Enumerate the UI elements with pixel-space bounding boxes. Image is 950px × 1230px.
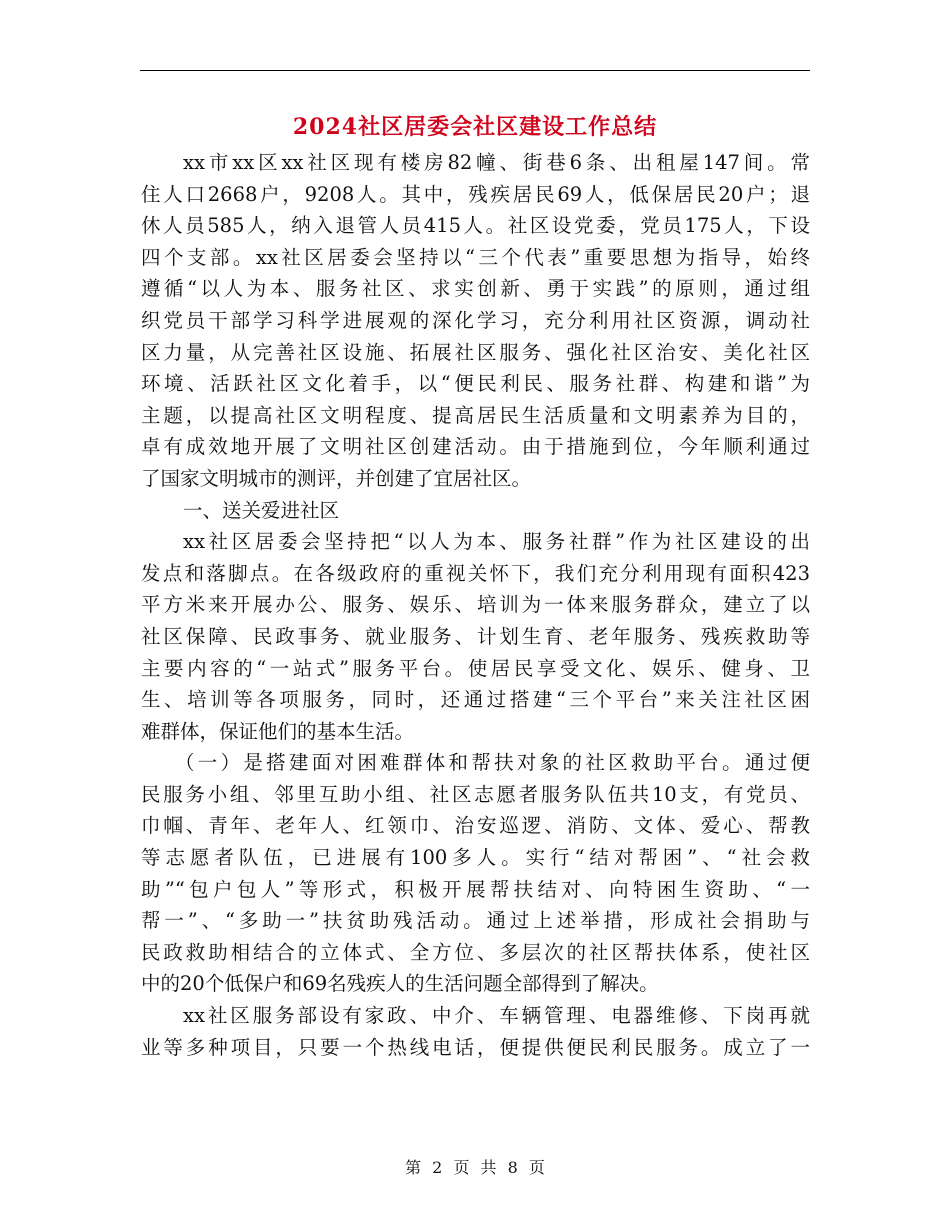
paragraph-line: xx社区居委会坚持把“以人为本、服务社群”作为社区建设的出 [183, 530, 810, 554]
paragraph-line: 民服务小组、邻里互助小组、社区志愿者服务队伍共10支，有党员、 [141, 782, 810, 806]
paragraph-line: 难群体，保证他们的基本生活。 [141, 719, 415, 743]
paragraph-line: 发点和落脚点。在各级政府的重视关怀下，我们充分利用现有面积423 [141, 561, 810, 585]
page-number-footer: 第 2 页 共 8 页 [405, 1158, 545, 1177]
paragraph-line: 帮一”、“多助一”扶贫助残活动。通过上述举措，形成社会捐助与 [141, 909, 810, 933]
paragraph-line: 民政救助相结合的立体式、全方位、多层次的社区帮扶体系，使社区 [141, 940, 810, 964]
paragraph-line: 中的20个低保户和69名残疾人的生活问题全部得到了解决。 [141, 972, 659, 996]
paragraph-line: 助”“包户包人”等形式，积极开展帮扶结对、向特困生资助、“一 [141, 877, 810, 901]
paragraph-line: 卓有成效地开展了文明社区创建活动。由于措施到位，今年顺利通过 [141, 435, 810, 459]
document-title: 2024社区居委会社区建设工作总结 [292, 114, 658, 140]
paragraph-line: 主要内容的“一站式”服务平台。使居民享受文化、娱乐、健身、卫 [141, 656, 810, 680]
paragraph-line: 生、培训等各项服务，同时，还通过搭建“三个平台”来关注社区困 [141, 688, 810, 712]
paragraph-line: 遵循“以人为本、服务社区、求实创新、勇于实践”的原则，通过组 [141, 277, 810, 301]
paragraph-line: 四个支部。xx社区居委会坚持以“三个代表”重要思想为指导，始终 [141, 245, 810, 269]
paragraph-line: 织党员干部学习科学进展观的深化学习，充分利用社区资源，调动社 [141, 308, 810, 332]
subsection-line: （一）是搭建面对困难群体和帮扶对象的社区救助平台。通过便 [175, 751, 810, 775]
paragraph-line: 社区保障、民政事务、就业服务、计划生育、老年服务、残疾救助等 [141, 624, 810, 648]
paragraph-line: 住人口2668户，9208人。其中，残疾居民69人，低保居民20户；退 [141, 182, 810, 206]
paragraph-line: xx社区服务部设有家政、中介、车辆管理、电器维修、下岗再就 [183, 1004, 810, 1028]
document-body [141, 147, 810, 1063]
paragraph-line: 等志愿者队伍，已进展有100多人。实行“结对帮困”、“社会救 [141, 846, 810, 870]
header-rule [140, 70, 810, 71]
section-heading: 一、送关爱进社区 [183, 498, 340, 522]
paragraph-line: 巾帼、青年、老年人、红领巾、治安巡逻、消防、文体、爱心、帮教 [141, 814, 810, 838]
paragraph-line: 了国家文明城市的测评，并创建了宜居社区。 [141, 466, 532, 490]
paragraph-line: xx市xx区xx社区现有楼房82幢、街巷6条、出租屋147间。常 [183, 151, 810, 174]
paragraph-line: 休人员585人，纳入退管人员415人。社区设党委，党员175人，下设 [141, 214, 810, 238]
paragraph-line: 业等多种项目，只要一个热线电话，便提供便民利民服务。成立了一 [141, 1035, 810, 1059]
paragraph-line: 环境、活跃社区文化着手，以“便民利民、服务社群、构建和谐”为 [141, 372, 810, 396]
paragraph-line: 区力量，从完善社区设施、拓展社区服务、强化社区治安、美化社区 [141, 340, 810, 364]
paragraph-line: 平方米来开展办公、服务、娱乐、培训为一体来服务群众，建立了以 [141, 593, 810, 617]
paragraph-line: 主题，以提高社区文明程度、提高居民生活质量和文明素养为目的， [141, 403, 810, 427]
